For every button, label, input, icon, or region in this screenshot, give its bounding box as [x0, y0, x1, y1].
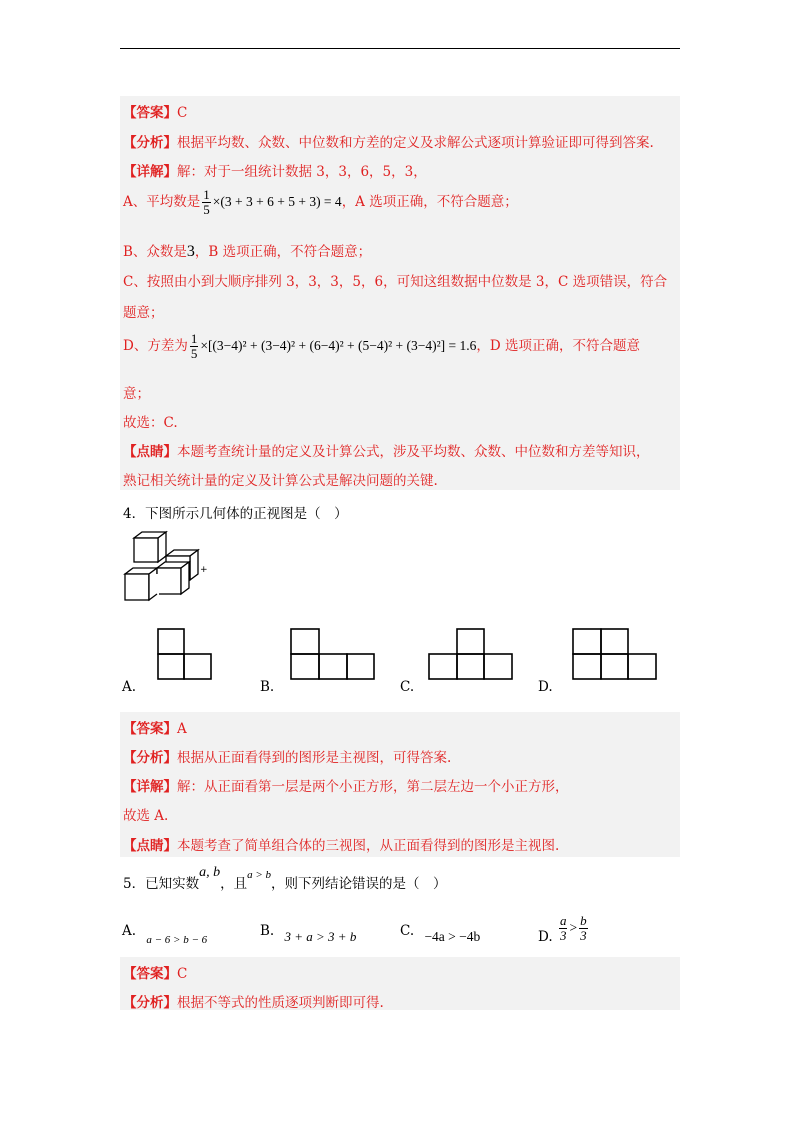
- comment-text: 本题考查了简单组合体的三视图，从正面看得到的图形是主视图.: [177, 838, 560, 854]
- analysis-tag: 【分析】: [123, 135, 177, 151]
- fraction: $\frac{a}{3}$: [559, 913, 567, 943]
- fraction: $\frac{1}{5}$: [203, 187, 210, 217]
- q5-answer: [123, 962, 187, 982]
- q5-stem: [123, 865, 447, 893]
- option-d-suffix: ，D 选项正确，不符合题意: [476, 338, 641, 354]
- option-b-suffix: ，B 选项正确，不符合题意；: [194, 244, 372, 260]
- option-b-prefix: B、众数是: [123, 244, 187, 260]
- q3-option-d-line2: 意；: [123, 386, 150, 402]
- q3-option-d: [123, 332, 640, 361]
- stem-suffix: ，则下列结论错误的是（ ）: [271, 876, 447, 892]
- mode-value: 3: [186, 243, 195, 260]
- q3-comment: [123, 440, 650, 460]
- option-expression: −4a > −4b: [424, 929, 481, 944]
- analysis-text: 根据平均数、众数、中位数和方差的定义及求解公式逐项计算验证即可得到答案.: [177, 135, 654, 151]
- option-label: B.: [260, 923, 275, 939]
- q4-stem: 4．下图所示几何体的正视图是（ ）: [123, 506, 348, 522]
- q3-option-c-line1: C、按照由小到大顺序排列 3，3，3，5，6，可知这组数据中位数是 3，C 选项错误，符合: [123, 274, 668, 290]
- stem-vars: a, b: [199, 865, 221, 880]
- option-a-suffix: ，A 选项正确，不符合题意；: [341, 194, 518, 210]
- q3-choice: 故选：C.: [123, 415, 178, 431]
- q5-option-c[interactable]: [400, 923, 481, 944]
- option-a-figure[interactable]: [157, 628, 213, 680]
- variance-formula: ×[(3−4)² + (3−4)² + (6−4)² + (5−4)² + (3−4)²] = 1.6: [200, 338, 477, 353]
- analysis-text: 根据从正面看得到的图形是主视图，可得答案.: [177, 750, 452, 766]
- q3-solution-box: [120, 96, 680, 490]
- answer-tag: 【答案】: [123, 966, 177, 982]
- detail-text: 解：从正面看第一层是两个小正方形，第二层左边一个小正方形，: [177, 779, 569, 795]
- option-d-prefix: D、方差为: [123, 338, 188, 354]
- q3-option-a: [123, 188, 518, 217]
- q3-analysis: [123, 131, 654, 151]
- stem-condition: a > b: [247, 869, 272, 881]
- q5-option-a[interactable]: [122, 923, 208, 946]
- option-b-figure[interactable]: [290, 628, 376, 680]
- option-label: A.: [122, 923, 137, 939]
- svg-text:+: +: [200, 565, 208, 575]
- option-a-label[interactable]: A.: [122, 679, 137, 695]
- comment-tag: 【点睛】: [123, 838, 177, 854]
- comment-tag: 【点睛】: [123, 444, 177, 460]
- fraction: $\frac{b}{3}$: [580, 913, 587, 943]
- fraction: $\frac{1}{5}$: [190, 331, 198, 361]
- option-label: D.: [538, 929, 553, 945]
- option-label: C.: [400, 923, 415, 939]
- option-d-figure[interactable]: [572, 628, 658, 680]
- q3-detail: [123, 160, 427, 180]
- answer-value: C: [177, 105, 188, 121]
- analysis-tag: 【分析】: [123, 995, 177, 1011]
- option-c-label[interactable]: C.: [400, 679, 415, 695]
- detail-text: 解：对于一组统计数据 3，3，6，5，3，: [177, 164, 427, 180]
- mean-formula: ×(3 + 3 + 6 + 5 + 3) = 4: [212, 194, 342, 209]
- q4-comment: [123, 834, 559, 854]
- q5-analysis: [123, 991, 384, 1011]
- answer-value: C: [177, 966, 188, 982]
- q3-option-b: [123, 240, 371, 261]
- greater-sign: >: [569, 920, 578, 935]
- q4-answer: [123, 717, 187, 737]
- stem-prefix: 5．已知实数: [123, 876, 200, 892]
- option-d-label[interactable]: D.: [538, 679, 553, 695]
- option-a-prefix: A、平均数是: [123, 194, 201, 210]
- option-b-label[interactable]: B.: [260, 679, 275, 695]
- stem-mid: ，且: [220, 876, 248, 892]
- q3-answer: [123, 101, 187, 121]
- q4-choice: 故选 A.: [123, 808, 169, 824]
- q4-analysis: [123, 746, 451, 766]
- detail-tag: 【详解】: [123, 779, 177, 795]
- option-expression: 3 + a > 3 + b: [284, 929, 357, 944]
- option-expression: a − 6 > b − 6: [146, 934, 208, 946]
- comment-text: 本题考查统计量的定义及计算公式，涉及平均数、众数、中位数和方差等知识，: [177, 444, 650, 460]
- detail-tag: 【详解】: [123, 164, 177, 180]
- q4-detail: [123, 775, 569, 795]
- q3-option-c-line2: 题意；: [123, 305, 164, 321]
- q3-comment-line2: 熟记相关统计量的定义及计算公式是解决问题的关键.: [123, 473, 438, 489]
- q5-option-d[interactable]: [538, 914, 590, 943]
- analysis-text: 根据不等式的性质逐项判断即可得.: [177, 995, 384, 1011]
- answer-value: A: [177, 721, 187, 737]
- option-c-figure[interactable]: [428, 628, 514, 680]
- solid-figure: [120, 530, 220, 610]
- answer-tag: 【答案】: [123, 105, 177, 121]
- header-rule: [120, 48, 680, 49]
- analysis-tag: 【分析】: [123, 750, 177, 766]
- answer-tag: 【答案】: [123, 721, 177, 737]
- q5-option-b[interactable]: [260, 923, 357, 944]
